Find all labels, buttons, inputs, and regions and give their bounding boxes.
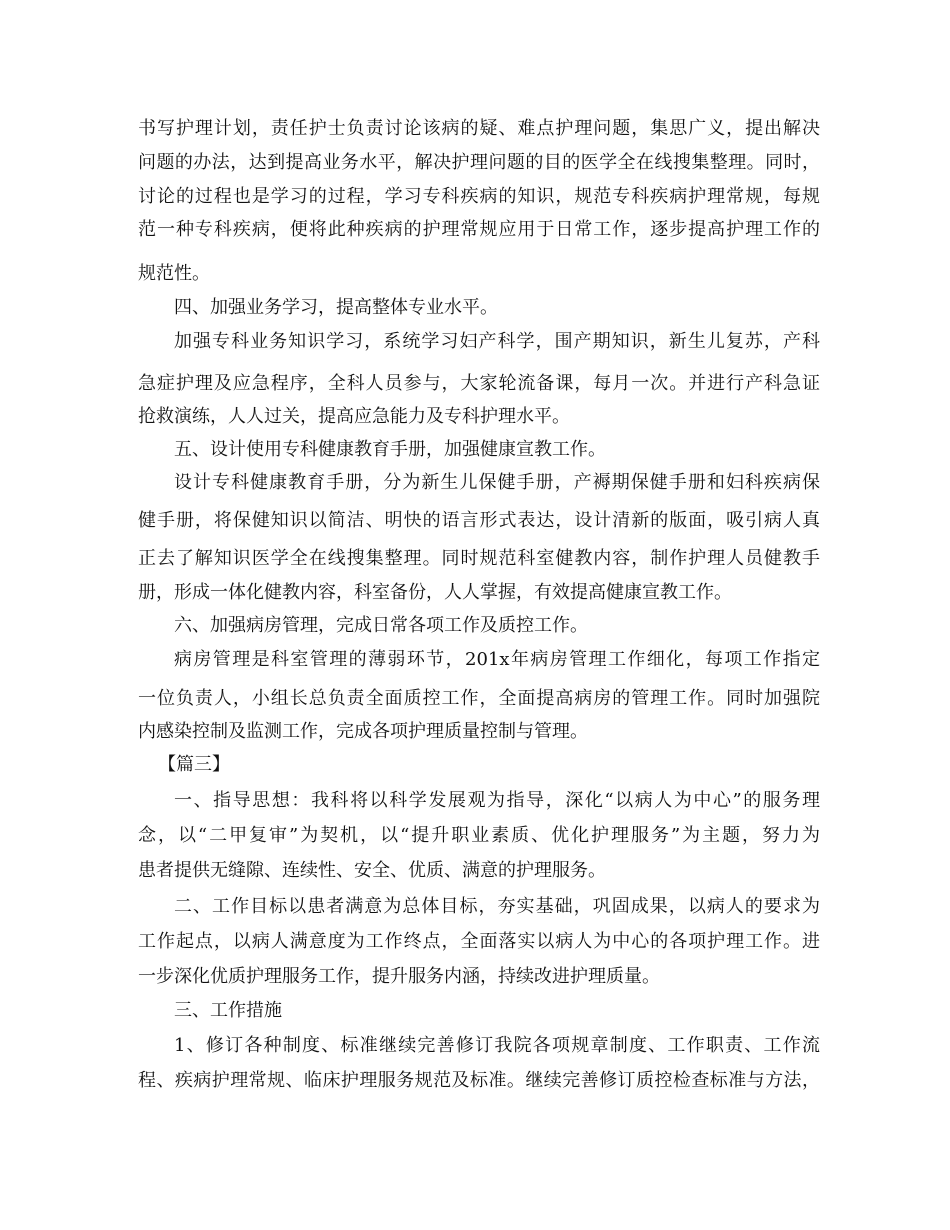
text-line: 设计专科健康教育手册，分为新生儿保健手册，产褥期保健手册和妇科疾病保 [174, 472, 820, 493]
text-line: 1、修订各种制度、标准继续完善修订我院各项规章制度、工作职责、工作流 [174, 1035, 820, 1056]
text-line: 内感染控制及监测工作，完成各项护理质量控制与管理。 [138, 721, 588, 742]
text-line: 急症护理及应急程序，全科人员参与，大家轮流备课，每月一次。并进行产科急证 [138, 373, 820, 394]
text-line: 问题的办法，达到提高业务水平，解决护理问题的目的医学全在线搜集整理。同时， [138, 152, 820, 173]
text-line: 一、指导思想：我科将以科学发展观为指导，深化“以病人为中心”的服务理 [174, 790, 820, 811]
text-line: 加强专科业务知识学习，系统学习妇产科学，围产期知识，新生儿复苏，产科 [174, 331, 820, 352]
text-line: 一位负责人，小组长总负责全面质控工作，全面提高病房的管理工作。同时加强院 [138, 688, 820, 709]
text-line: 病房管理是科室管理的薄弱环节，201x年病房管理工作细化，每项工作指定 [174, 649, 820, 670]
section-heading: 六、加强病房管理，完成日常各项工作及质控工作。 [174, 615, 588, 636]
text-line: 一步深化优质护理服务工作，提升服务内涵，持续改进护理质量。 [138, 966, 660, 987]
text-line: 健手册，将保健知识以简洁、明快的语言形式表达，设计清新的版面，吸引病人真 [138, 510, 820, 531]
section-heading: 三、工作措施 [174, 1000, 282, 1021]
section-heading: 四、加强业务学习，提高整体专业水平。 [174, 297, 498, 318]
text-line: 工作起点，以病人满意度为工作终点，全面落实以病人为中心的各项护理工作。进 [138, 931, 820, 952]
section-heading: 五、设计使用专科健康教育手册，加强健康宣教工作。 [174, 439, 606, 460]
text-line: 程、疾病护理常规、临床护理服务规范及标准。继续完善修订质控检查标准与方法， [138, 1070, 820, 1091]
text-line: 册，形成一体化健教内容，科室备份，人人掌握，有效提高健康宣教工作。 [138, 582, 732, 603]
text-line: 二、工作目标以患者满意为总体目标，夯实基础，巩固成果，以病人的要求为 [174, 896, 820, 917]
text-line: 抢救演练，人人过关，提高应急能力及专科护理水平。 [138, 406, 570, 427]
section-title: 【篇三】 [158, 754, 230, 775]
text-line: 范一种专科疾病，便将此种疾病的护理常规应用于日常工作，逐步提高护理工作的 [138, 219, 820, 240]
text-line: 正去了解知识医学全在线搜集整理。同时规范科室健教内容，制作护理人员健教手 [138, 548, 820, 569]
text-line: 念，以“二甲复审”为契机，以“提升职业素质、优化护理服务”为主题，努力为 [138, 825, 820, 846]
text-line: 书写护理计划，责任护士负责讨论该病的疑、难点护理问题，集思广义，提出解决 [138, 118, 820, 139]
text-line: 规范性。 [138, 263, 210, 284]
text-line: 讨论的过程也是学习的过程，学习专科疾病的知识，规范专科疾病护理常规，每规 [138, 186, 820, 207]
text-line: 患者提供无缝隙、连续性、安全、优质、满意的护理服务。 [138, 860, 606, 881]
